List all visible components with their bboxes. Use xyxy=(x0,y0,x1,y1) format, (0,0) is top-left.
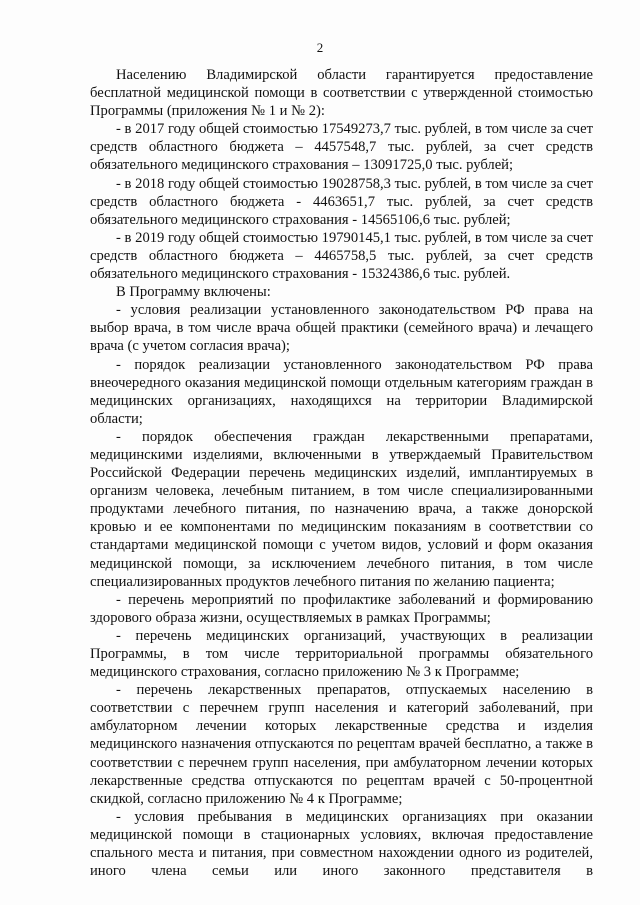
page-number: 2 xyxy=(316,40,324,55)
cost-2018-paragraph: - в 2018 году общей стоимостью 19028758,3 тыс. рублей, в том числе за счет средств областного бюджета - 4463651,7 тыс. рублей, за счет средств обязательного медицинского страхования - 14565106,6 тыс. рублей; xyxy=(90,175,593,228)
cost-2019-paragraph: - в 2019 году общей стоимостью 19790145,1 тыс. рублей, в том числе за счет средств областного бюджета – 4465758,5 тыс. рублей, за счет средств обязательного медицинского страхования - 15324386,6 тыс. рублей. xyxy=(90,229,593,283)
cost-2017-paragraph: - в 2017 году общей стоимостью 17549273,7 тыс. рублей, в том числе за счет средств областного бюджета – 4457548,7 тыс. рублей, за счет средств обязательного медицинского страхования – 13091725,0 тыс. рублей; xyxy=(90,121,593,174)
list-item-medical-organizations: - перечень медицинских организаций, участвующих в реализации Программы, в том числе территориальной программы обязательного медицинского страхования, согласно приложению № 3 к Программе; xyxy=(90,627,593,681)
document-body xyxy=(90,66,593,880)
list-item-prevention: - перечень мероприятий по профилактике заболеваний и формированию здорового образа жизни, осуществляемых в рамках Программы; xyxy=(90,591,593,626)
list-item-inpatient-conditions: - условия пребывания в медицинских организациях при оказании медицинской помощи в стационарных условиях, включая предоставление спального места и питания, при совместном нахождении одного из родителей, иного члена семьи или иного законного представителя в xyxy=(90,808,593,880)
intro-paragraph: Населению Владимирской области гарантируется предоставление бесплатной медицинской помощи в соответствии с утвержденной стоимостью Программы (приложения № 1 и № 2): xyxy=(90,67,593,120)
list-item-priority-care: - порядок реализации установленного законодательством РФ права внеочередного оказания медицинской помощи отдельным категориям граждан в медицинских организациях, находящихся на территории Владимирской области; xyxy=(90,356,593,427)
list-item-drug-provision: - порядок обеспечения граждан лекарственными препаратами, медицинскими изделиями, включенными в утверждаемый Правительством Российской Федерации перечень медицинских изделий, имплантируемых в организм человека, лечебным питанием, в том числе специализированными продуктами лечебного питания, по назначению врача, а также донорской кровью и ее компонентами по медицинским показаниям в соответствии со стандартами медицинской помощи с учетом видов, условий и форм оказания медицинской помощи, за исключением лечебного питания, в том числе специализированных продуктов лечебного питания по желанию пациента; xyxy=(90,428,593,590)
program-includes-heading: В Программу включены: xyxy=(116,284,271,301)
list-item-drug-list: - перечень лекарственных препаратов, отпускаемых населению в соответствии с перечнем групп населения и категорий заболеваний, при амбулаторном лечении которых лекарственные средства и изделия медицинского назначения отпускаются по рецептам врачей бесплатно, а также в соответствии с перечнем групп населения, при амбулаторном лечении которых лекарственные средства отпускаются по рецептам врачей с 50-процентной скидкой, согласно приложению № 4 к Программе; xyxy=(90,682,593,807)
list-item-doctor-choice: - условия реализации установленного законодательством РФ права на выбор врача, в том числе врача общей практики (семейного врача) и лечащего врача (с учетом согласия врача); xyxy=(90,302,593,355)
